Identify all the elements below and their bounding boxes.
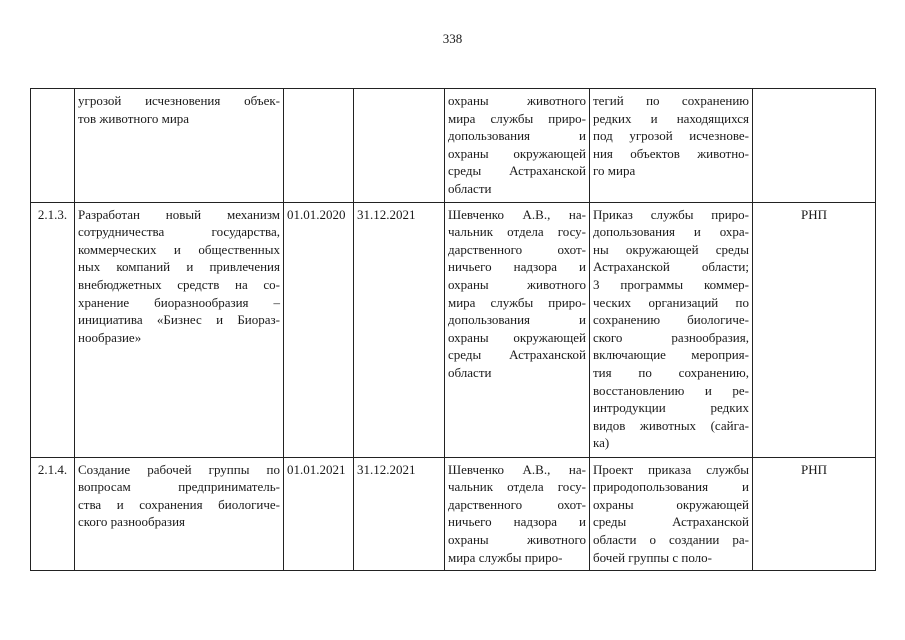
cell-result — [590, 202, 753, 457]
cell-responsible — [445, 457, 590, 571]
cell-text-line: 3 программы коммер- — [593, 276, 749, 292]
cell-text-line: ны окружающей среды — [593, 241, 749, 257]
cell-executor: РНП — [753, 457, 876, 571]
table-row — [31, 457, 876, 571]
table-row — [31, 89, 876, 203]
cell-text-line: дарственного охот- — [448, 241, 586, 257]
cell-text-line: тегий по сохранению — [593, 93, 749, 108]
cell-action — [75, 457, 284, 571]
cell-text-line: ка) — [593, 435, 610, 451]
cell-action — [75, 202, 284, 457]
cell-text-line: области — [448, 180, 492, 196]
cell-executor — [753, 89, 876, 203]
cell-text-line: области о создании ра- — [593, 531, 749, 547]
cell-text-line: нообразие» — [78, 329, 142, 345]
cell-text-line: среды Астраханской — [448, 163, 586, 179]
cell-text-line: угрозой исчезновения объек- — [78, 93, 280, 108]
cell-text-line: видов животных (сайга- — [593, 417, 749, 433]
cell-text-line: коммерческих и общественных — [78, 241, 280, 257]
cell-text-line: чальник отдела госу- — [448, 479, 586, 495]
cell-text-line: ского разнообразия — [78, 514, 186, 530]
cell-text-line: мира службы приро- — [448, 549, 563, 565]
cell-text-line: инициатива «Бизнес и Биораз- — [78, 312, 280, 328]
cell-text-line: включающие мероприя- — [593, 347, 749, 363]
cell-text-line: сохранению биологиче- — [593, 312, 749, 328]
cell-text-line: охраны окружающей — [448, 329, 586, 345]
cell-text-line: внебюджетных средств на со- — [78, 276, 280, 292]
cell-result — [590, 457, 753, 571]
cell-text-line: хранение биоразнообразия – — [78, 294, 280, 310]
cell-number: 2.1.4. — [31, 457, 75, 571]
cell-text-line: охраны окружающей — [448, 145, 586, 161]
cell-text-line: Создание рабочей группы по — [78, 461, 280, 477]
cell-text-line: Проект приказа службы — [593, 461, 749, 477]
cell-text-line: ничьего надзора и — [448, 259, 586, 275]
cell-end-date: 31.12.2021 — [354, 457, 445, 571]
cell-text-line: вопросам предприниматель- — [78, 479, 280, 495]
cell-text-line: Шевченко А.В., на- — [448, 206, 586, 222]
cell-text-line: допользования и охра- — [593, 224, 749, 240]
cell-text-line: охраны животного — [448, 276, 586, 292]
cell-end-date: 31.12.2021 — [354, 202, 445, 457]
cell-text-line: сотрудничества государства, — [78, 224, 280, 240]
cell-text-line: тия по сохранению, — [593, 364, 749, 380]
cell-number: 2.1.3. — [31, 202, 75, 457]
cell-text-line: охраны животного — [448, 531, 586, 547]
cell-text-line: ния объектов животно- — [593, 145, 749, 161]
cell-executor: РНП — [753, 202, 876, 457]
cell-text-line: чальник отдела госу- — [448, 224, 586, 240]
cell-text-line: Разработан новый механизм — [78, 206, 280, 222]
cell-text-line: ных компаний и привлечения — [78, 259, 280, 275]
cell-text-line: дарственного охот- — [448, 496, 586, 512]
cell-text-line: ского разнообразия, — [593, 329, 749, 345]
cell-text-line: мира службы приро- — [448, 110, 586, 126]
cell-text-line: интродукции редких — [593, 400, 749, 416]
cell-responsible — [445, 89, 590, 203]
cell-text-line: ства и сохранения биологиче- — [78, 496, 280, 512]
cell-text-line: среды Астраханской — [448, 347, 586, 363]
cell-text-line: среды Астраханской — [593, 514, 749, 530]
cell-text-line: го мира — [593, 163, 636, 179]
cell-text-line: бочей группы с поло- — [593, 549, 712, 565]
page-number: 338 — [442, 31, 463, 46]
cell-start-date: 01.01.2021 — [284, 457, 354, 571]
cell-text-line: охраны животного — [448, 93, 586, 108]
cell-number — [31, 89, 75, 203]
table-row — [31, 202, 876, 457]
cell-text-line: мира службы приро- — [448, 294, 586, 310]
cell-text-line: природопользования и — [593, 479, 749, 495]
cell-text-line: ничьего надзора и — [448, 514, 586, 530]
cell-end-date — [354, 89, 445, 203]
cell-text-line: охраны окружающей — [593, 496, 749, 512]
cell-text-line: Астраханской области; — [593, 259, 749, 275]
cell-text-line: области — [448, 364, 492, 380]
action-plan-table — [30, 88, 876, 571]
cell-text-line: Приказ службы приро- — [593, 206, 749, 222]
cell-text-line: допользования и — [448, 312, 586, 328]
cell-responsible — [445, 202, 590, 457]
cell-text-line: редких и находящихся — [593, 110, 749, 126]
cell-start-date — [284, 89, 354, 203]
cell-text-line: восстановлению и ре- — [593, 382, 749, 398]
cell-text-line: под угрозой исчезнове- — [593, 128, 749, 144]
cell-text-line: ческих организаций по — [593, 294, 749, 310]
cell-action — [75, 89, 284, 203]
cell-text-line: тов животного мира — [78, 110, 190, 126]
cell-text-line: Шевченко А.В., на- — [448, 461, 586, 477]
cell-text-line: допользования и — [448, 128, 586, 144]
cell-start-date: 01.01.2020 — [284, 202, 354, 457]
table-body — [31, 89, 876, 571]
cell-result — [590, 89, 753, 203]
